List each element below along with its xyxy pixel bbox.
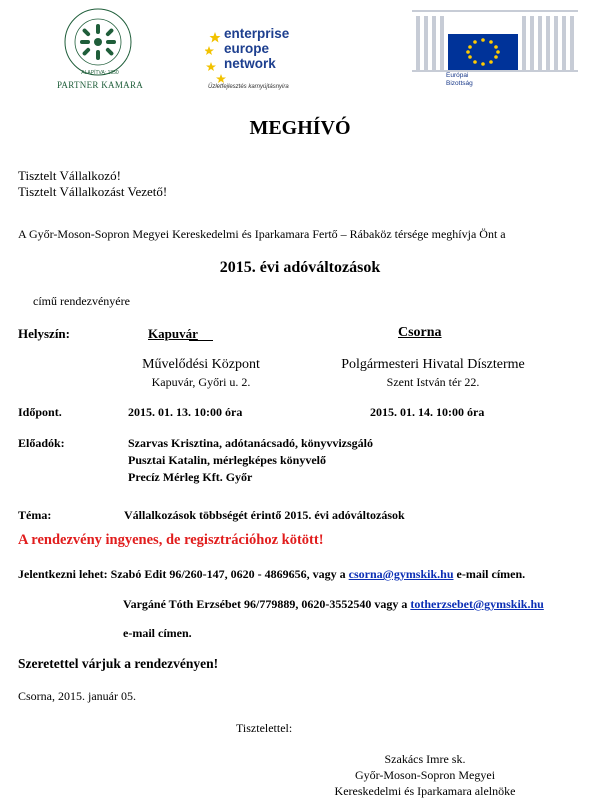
speakers-label: Előadók: [18, 436, 65, 450]
event-suffix: című rendezvényére [33, 294, 130, 308]
venue2-place: Polgármesteri Hivatal Díszterme [341, 357, 525, 372]
kamara-established: ALAPÍTVA: 1850 [81, 70, 119, 76]
register-suffix-2: e-mail címen. [123, 626, 192, 640]
ec-caption [446, 72, 473, 88]
welcome-text: Szeretettel várjuk a rendezvényen! [18, 656, 219, 671]
intro-text: A Győr-Moson-Sopron Megyei Kereskedelmi és Iparkamara Fertő – Rábaköz térsége meghívja Önt a [18, 227, 506, 241]
venue1-underline [189, 326, 213, 341]
speaker-1: Szarvas Krisztina, adótanácsadó, könyvvizsgáló [128, 436, 374, 450]
venue-label: Helyszín: [18, 326, 70, 341]
email-link-csorna[interactable]: csorna@gymskik.hu [348, 567, 454, 581]
greeting-1: Tisztelt Vállalkozó! [18, 168, 121, 183]
een-line3: network [224, 56, 276, 71]
een-tagline: Üzletfejlesztés karnyújtásnyira [208, 84, 289, 90]
register2-prefix: Vargáné Tóth Erzsébet 96/779889, 0620-3552540 vagy a [123, 597, 411, 611]
venue1-place: Művelődési Központ [142, 357, 260, 372]
topic-text: Vállalkozások többségét érintő 2015. évi adóváltozások [124, 508, 405, 522]
speaker-2: Pusztai Katalin, mérlegképes könyvelő [128, 453, 326, 467]
greeting-2: Tisztelt Vállalkozást Vezető! [18, 184, 168, 199]
time-2: 2015. 01. 14. 10:00 óra [370, 405, 485, 419]
signature-org-2: Kereskedelmi és Iparkamara alelnöke [334, 784, 516, 798]
place-date: Csorna, 2015. január 05. [18, 689, 136, 703]
eu-flag-building-icon [412, 10, 578, 88]
speaker-3: Precíz Mérleg Kft. Győr [128, 470, 253, 484]
venue1-city: Kapuvár [148, 326, 198, 341]
regards: Tisztelettel: [236, 721, 293, 735]
signature-name: Szakács Imre sk. [384, 752, 466, 766]
register-line-1 [18, 567, 525, 582]
email-link-totherzsebet[interactable]: totherzsebet@gymskik.hu [410, 597, 544, 611]
een-line2: europe [224, 41, 270, 56]
venue2-address: Szent István tér 22. [386, 375, 480, 389]
venue1-address: Kapuvár, Győri u. 2. [151, 375, 251, 389]
free-notice: A rendezvény ingyenes, de regisztrációhoz kötött! [18, 532, 324, 548]
signature-org-1: Győr-Moson-Sopron Megyei [354, 768, 496, 782]
register-line-2 [123, 597, 544, 612]
register-prefix: Jelentkezni lehet: Szabó Edit 96/260-147, 0620 - 4869656, vagy a [18, 567, 349, 581]
ec-caption-line1: Európai [446, 72, 469, 79]
kamara-name: PARTNER KAMARA [56, 80, 144, 90]
event-title: 2015. évi adóváltozások [219, 259, 381, 276]
register-suffix-1: e-mail címen. [453, 567, 526, 581]
topic-label: Téma: [18, 508, 52, 522]
venue2-city: Csorna [398, 325, 442, 340]
een-line1: enterprise [224, 26, 290, 41]
time-1: 2015. 01. 13. 10:00 óra [128, 405, 243, 419]
ec-caption-line2: Bizottság [446, 80, 473, 87]
time-label: Időpont. [18, 405, 62, 419]
document-title: MEGHÍVÓ [249, 117, 351, 139]
